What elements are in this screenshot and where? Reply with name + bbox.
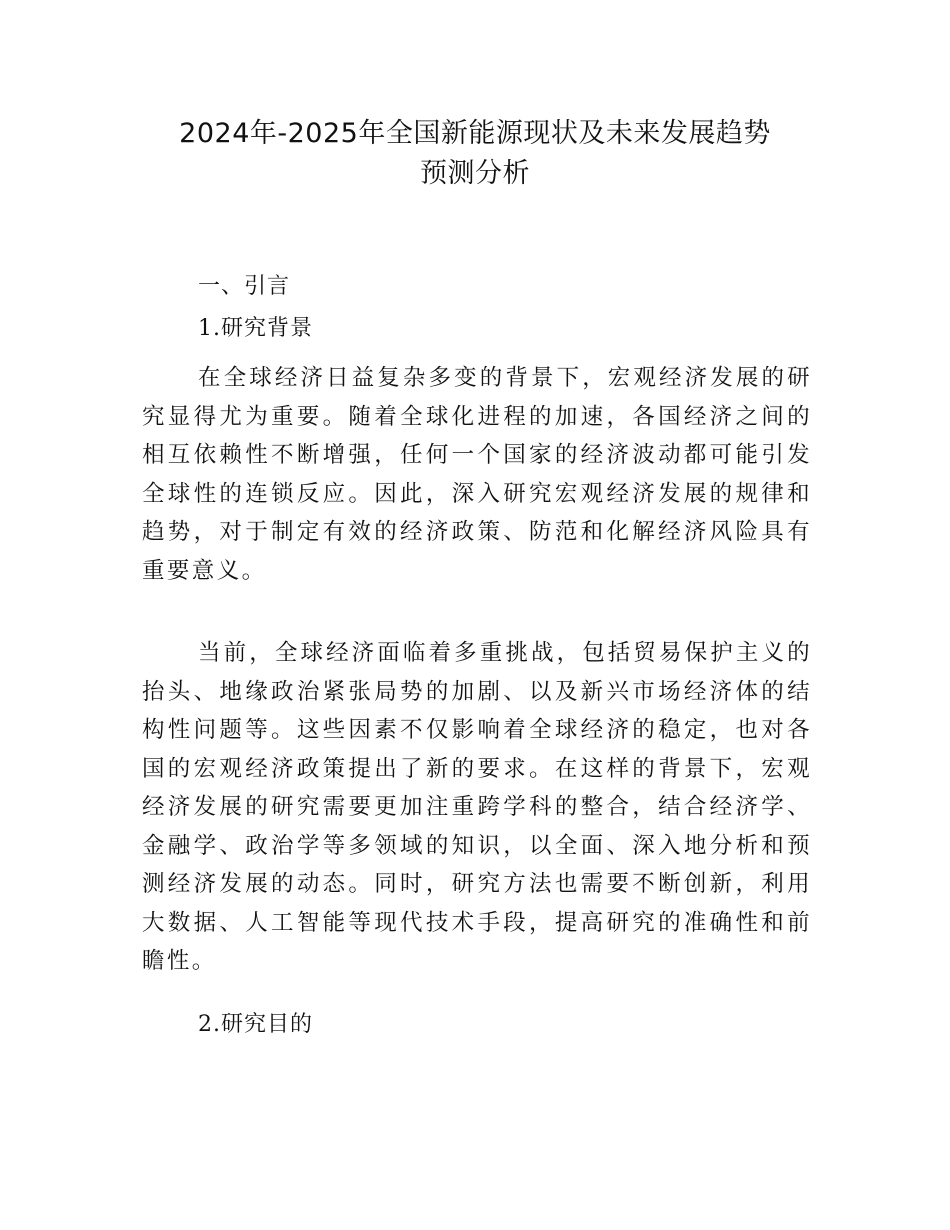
document-title-continuation: 预测分析: [420, 158, 530, 189]
document-title: 2024年-2025年全国新能源现状及未来发展趋势: [179, 118, 771, 149]
subsection-heading-research-background: 1.研究背景: [198, 316, 313, 341]
paragraph-research-background-2: 当前，全球经济面临着多重挑战，包括贸易保护主义的抬头、地缘政治紧张局势的加剧、以及新兴市场经济体的结构性问题等。这些因素不仅影响着全球经济的稳定，也对各国的宏观经济政策提出了新的要求。在这样的背景下，宏观经济发展的研究需要更加注重跨学科的整合，结合经济学、金融学、政治学等多领域的知识，以全面、深入地分析和预测经济发展的动态。同时，研究方法也需要不断创新，利用大数据、人工智能等现代技术手段，提高研究的准确性和前瞻性。: [142, 640, 812, 974]
subsection-heading-research-purpose: 2.研究目的: [198, 1012, 313, 1037]
section-heading-introduction: 一、引言: [198, 274, 291, 299]
paragraph-research-background-1: 在全球经济日益复杂多变的背景下，宏观经济发展的研究显得尤为重要。随着全球化进程的加速，各国经济之间的相互依赖性不断增强，任何一个国家的经济波动都可能引发全球性的连锁反应。因此，深入研究宏观经济发展的规律和趋势，对于制定有效的经济政策、防范和化解经济风险具有重要意义。: [142, 365, 812, 584]
